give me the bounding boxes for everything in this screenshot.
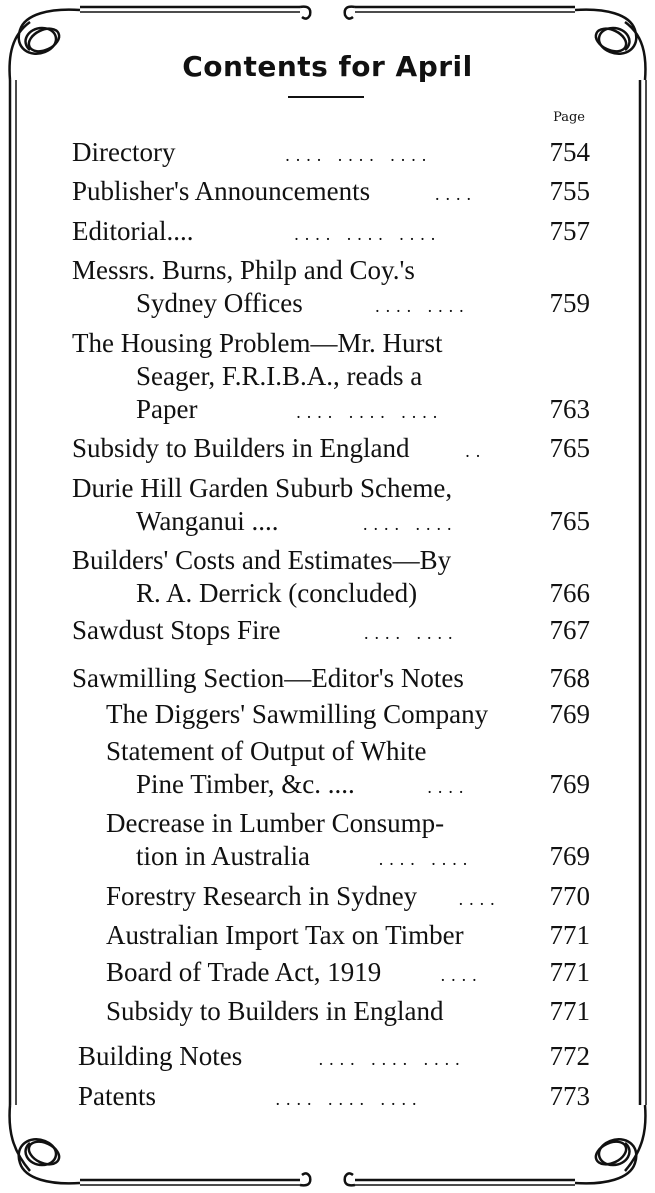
toc-page-number: 768 [549, 662, 590, 693]
toc-page-number: 759 [549, 288, 590, 318]
toc-page-number: 771 [549, 920, 590, 950]
toc-entry-directory[interactable] [72, 136, 590, 172]
toc-page-number: 771 [549, 956, 590, 987]
toc-leaders: .... [458, 888, 501, 909]
toc-entry-title: Publisher's Announcements [72, 176, 371, 206]
toc-entry-title: Decrease in Lumber Consump- [106, 808, 445, 838]
toc-entry-title-cont: Pine Timber, &c. .... [136, 768, 355, 799]
toc-entry-title: Messrs. Burns, Philp and Coy.'s [72, 255, 415, 285]
toc-entry-title-cont: Paper [136, 393, 198, 424]
toc-leaders: .... .... .... [285, 144, 433, 165]
toc-entry-editorial[interactable] [72, 215, 590, 251]
toc-entry-title: Building Notes [78, 1041, 243, 1071]
toc-entry-title-cont: Seager, F.R.I.B.A., reads a [136, 360, 423, 391]
toc-entry-durie-hill[interactable] [72, 472, 590, 541]
toc-entry-publishers-announcements[interactable] [72, 175, 590, 211]
toc-entry-patents[interactable] [72, 1080, 590, 1116]
toc-entry-title: Builders' Costs and Estimates—By [72, 545, 452, 575]
toc-entry-title: Durie Hill Garden Suburb Scheme, [72, 472, 453, 503]
toc-entry-title: Australian Import Tax on Timber [106, 920, 464, 950]
toc-page-number: 767 [549, 614, 590, 645]
toc-page-number: 757 [549, 215, 590, 246]
toc-page-number: 765 [549, 433, 590, 463]
toc-entry-forestry-research[interactable] [72, 880, 590, 916]
toc-entry-title: Subsidy to Builders in England [106, 996, 444, 1026]
toc-entry-housing-problem[interactable] [72, 327, 590, 429]
toc-page-number: 765 [549, 505, 590, 536]
table-of-contents [72, 132, 590, 1116]
toc-page-number: 772 [549, 1041, 590, 1071]
title-underline [288, 96, 364, 98]
toc-page-number: 773 [549, 1080, 590, 1111]
toc-entry-title: Sawmilling Section—Editor's Notes [72, 662, 464, 693]
toc-entry-title: Subsidy to Builders in England [72, 433, 410, 463]
toc-leaders: .. [465, 441, 487, 461]
toc-leaders: .... [435, 184, 478, 204]
toc-page-number: 755 [549, 176, 590, 206]
toc-entry-diggers-sawmilling[interactable] [72, 698, 590, 731]
toc-entry-title: Directory [72, 136, 176, 167]
toc-entry-burns-philp[interactable] [72, 254, 590, 323]
page-title: Contents for April [182, 50, 473, 83]
toc-entry-import-tax[interactable] [72, 919, 590, 952]
toc-entry-title-cont: tion in Australia [136, 841, 310, 871]
toc-entry-title: Statement of Output of White [106, 735, 427, 766]
toc-entry-title: The Diggers' Sawmilling Company [106, 699, 489, 729]
toc-entry-subsidy-builders-2[interactable] [72, 995, 590, 1028]
toc-leaders: .... .... [375, 296, 470, 316]
toc-leaders: .... [427, 776, 470, 797]
toc-leaders: .... [440, 964, 483, 985]
toc-entry-title-cont: Wanganui .... [136, 505, 279, 536]
toc-entry-lumber-consumption[interactable] [72, 807, 590, 876]
toc-entry-sawmilling-section[interactable] [72, 662, 590, 695]
toc-page-number: 766 [549, 578, 590, 608]
toc-page-number: 763 [549, 393, 590, 424]
toc-entry-title-cont: R. A. Derrick (concluded) [136, 578, 418, 608]
toc-page-number: 754 [549, 136, 590, 167]
toc-entry-board-of-trade[interactable] [72, 956, 590, 992]
toc-entry-title: Editorial.... [72, 215, 194, 246]
toc-entry-title: Patents [78, 1080, 156, 1111]
toc-entry-title: Board of Trade Act, 1919 [106, 956, 382, 987]
toc-entry-title-cont: Sydney Offices [136, 288, 303, 318]
toc-entry-sawdust[interactable] [72, 614, 590, 650]
toc-page-number: 769 [549, 699, 590, 729]
toc-leaders: .... .... [378, 849, 474, 869]
toc-page-number: 771 [549, 996, 590, 1026]
toc-page-number: 770 [549, 880, 590, 911]
toc-leaders: .... .... [364, 622, 459, 643]
toc-entry-white-pine[interactable] [72, 735, 590, 804]
toc-entry-title: Sawdust Stops Fire [72, 614, 281, 645]
toc-leaders: .... .... .... [294, 223, 442, 244]
toc-entry-subsidy-builders[interactable] [72, 432, 590, 468]
toc-leaders: .... .... [363, 513, 458, 534]
toc-leaders: .... .... .... [275, 1088, 423, 1109]
toc-page-number: 769 [549, 841, 590, 871]
toc-entry-title: The Housing Problem—Mr. Hurst [72, 327, 443, 358]
toc-entry-builders-costs[interactable] [72, 544, 590, 610]
toc-entry-title: Forestry Research in Sydney [106, 880, 418, 911]
toc-page-number: 769 [549, 768, 590, 799]
page-column-label: Page [553, 110, 585, 125]
toc-entry-building-notes[interactable] [72, 1040, 590, 1076]
toc-leaders: .... .... .... [296, 401, 444, 422]
toc-leaders: .... .... .... [318, 1049, 466, 1069]
